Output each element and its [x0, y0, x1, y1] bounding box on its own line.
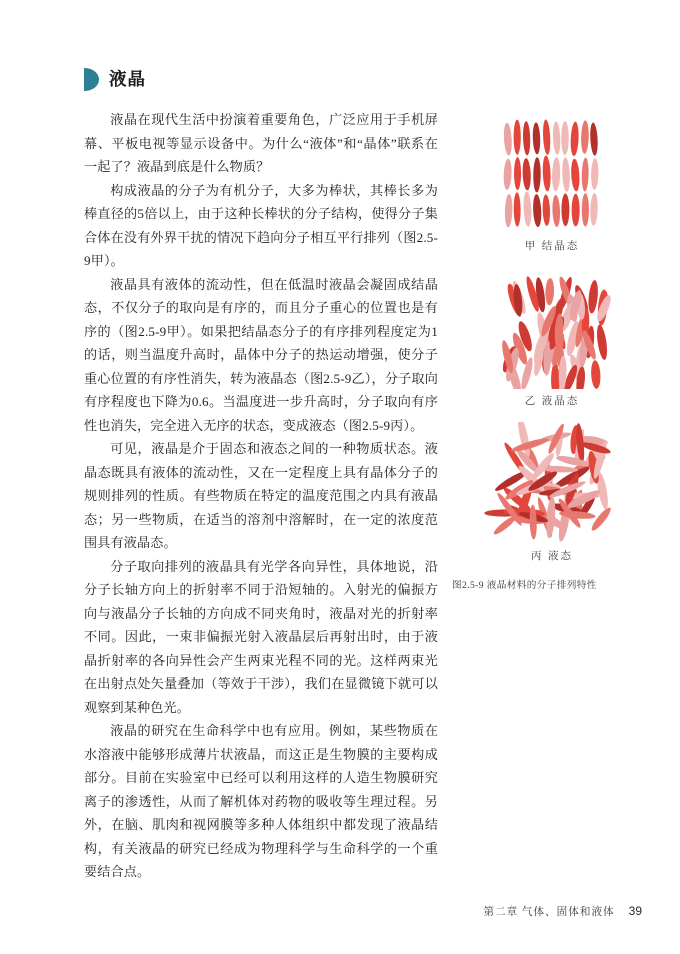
body-text-column [84, 108, 438, 884]
paragraph: 液晶具有液体的流动性，但在低温时液晶会凝固成结晶态，不仅分子的取向是有序的，而且分子重心的位置也是有序的（图2.5-9甲）。如果把结晶态分子的有序排列程度定为1的话，则当温度升高时，晶体中分子的热运动增强，使分子重心位置的有序性消失，转为液晶态（图2.5-9乙），分子取向有序程度也下降为0.6。当温度进一步升高时，分子取向有序性也消失，完全进入无序的状态，变成液态（图2.5-9丙）。 [84, 276, 438, 433]
paragraph: 液晶在现代生活中扮演着重要角色，广泛应用于手机屏幕、平板电视等显示设备中。为什么“液体”和“晶体”联系在一起了？液晶到底是什么物质？ [84, 112, 438, 174]
paragraph: 可见，液晶是介于固态和液态之间的一种物质状态。液晶态既具有液体的流动性，又在一定程度上具有晶体分子的规则排列的性质。有些物质在特定的温度范围之内具有液晶态；另一些物质，在适当的溶剂中溶解时，在一定的浓度范围具有液晶态。 [84, 441, 438, 550]
figure-spacer [452, 253, 652, 271]
figure-crystalline-art [452, 112, 652, 234]
footer-chapter: 第二章 气体、固体和液体 [483, 907, 615, 918]
figure-crystalline [452, 112, 652, 253]
page-title: 液晶 [109, 68, 146, 89]
section-heading [84, 68, 146, 91]
figure-liquid-crystal-art [452, 271, 652, 389]
paragraph: 分子取向排列的液晶具有光学各向异性，具体地说，沿分子长轴方向上的折射率不同于沿短轴的。入射光的偏振方向与液晶分子长轴的方向成不同夹角时，液晶对光的折射率不同。因此，一束非偏振光射入液晶层后再射出时，由于液晶折射率的各向异性会产生两束光程不同的光。这样两束光在出射点处矢量叠加（等效于干涉），我们在显微镜下就可以观察到某种色光。 [84, 558, 438, 715]
paragraph: 液晶的研究在生命科学中也有应用。例如，某些物质在水溶液中能够形成薄片状液晶，而这正是生物膜的主要构成部分。目前在实验室中已经可以利用这样的人造生物膜研究离子的渗透性，从而了解机体对药物的吸收等生理过程。另外，在脑、肌肉和视网膜等多种人体组织中都发现了液晶结构，有关液晶的研究已经成为物理科学与生命科学的一个重要结合点。 [84, 723, 438, 879]
page-number: 39 [628, 904, 642, 918]
figure-crystalline-label: 甲 结晶态 [524, 241, 580, 252]
paragraph: 构成液晶的分子为有机分子，大多为棒状，其棒长多为棒直径的5倍以上，由于这种长棒状的分子结构，使得分子集合体在没有外界干扰的情况下趋向分子相互平行排列（图2.5-9甲）。 [84, 182, 438, 268]
figure-liquid-label: 丙 液态 [530, 551, 574, 562]
section-marker-icon [84, 68, 99, 91]
figure-liquid [452, 422, 652, 563]
figure-caption: 图2.5-9 液晶材料的分子排列特性 [452, 580, 597, 591]
figure-liquid-art [452, 422, 652, 544]
page-footer [483, 904, 642, 919]
figure-column [452, 112, 652, 593]
figure-liquid-crystal [452, 271, 652, 408]
figure-liquid-crystal-label: 乙 液晶态 [524, 396, 580, 407]
figure-spacer [452, 408, 652, 422]
